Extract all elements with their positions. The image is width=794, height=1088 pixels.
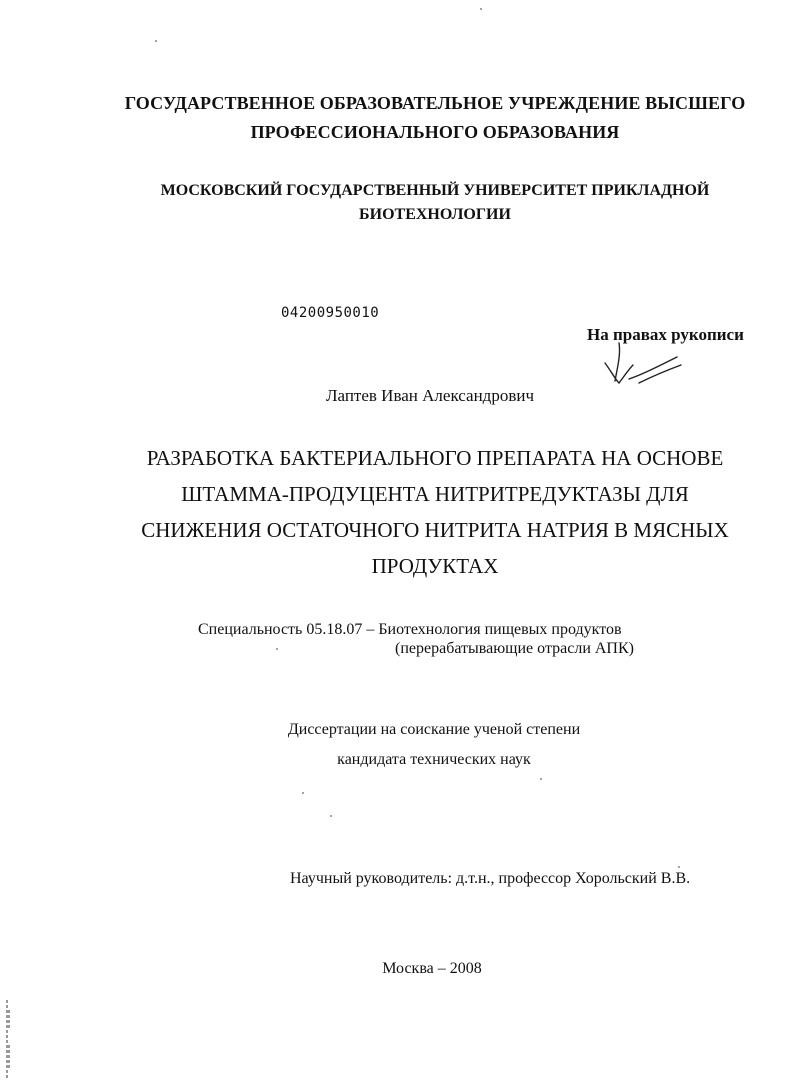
rights-notice: На правах рукописи <box>587 325 744 344</box>
scan-speck <box>480 8 482 10</box>
institution-header-line1: ГОСУДАРСТВЕННОЕ ОБРАЗОВАТЕЛЬНОЕ УЧРЕЖДЕНИЕ ВЫСШЕГО <box>124 93 746 113</box>
university-name-line2: БИОТЕХНОЛОГИИ <box>359 206 511 223</box>
specialty-line1: Специальность 05.18.07 – Биотехнология пищевых продуктов <box>198 621 622 638</box>
scan-speck <box>276 648 278 650</box>
author-name: Лаптев Иван Александрович <box>325 386 535 405</box>
supervisor: Научный руководитель: д.т.н., профессор Хорольский В.В. <box>290 870 691 887</box>
degree-line1: Диссертации на соискание ученой степени <box>287 721 581 738</box>
title-line: СНИЖЕНИЯ ОСТАТОЧНОГО НИТРИТА НАТРИЯ В МЯСНЫХ <box>141 518 729 542</box>
university-name-line1: МОСКОВСКИЙ ГОСУДАРСТВЕННЫЙ УНИВЕРСИТЕТ ПРИКЛАДНОЙ <box>160 182 710 199</box>
title-line: ШТАММА-ПРОДУЦЕНТА НИТРИТРЕДУКТАЗЫ ДЛЯ <box>181 482 689 506</box>
place-year: Москва – 2008 <box>382 960 482 977</box>
scan-speck <box>155 40 157 42</box>
institution-header-line2: ПРОФЕССИОНАЛЬНОГО ОБРАЗОВАНИЯ <box>250 122 620 142</box>
document-code: 04200950010 <box>281 305 380 321</box>
dissertation-title <box>0 440 794 584</box>
title-line: РАЗРАБОТКА БАКТЕРИАЛЬНОГО ПРЕПАРАТА НА ОСНОВЕ <box>146 446 724 470</box>
scan-speck <box>302 792 304 794</box>
scan-speck <box>540 778 542 780</box>
scan-edge-marks <box>6 1000 10 1080</box>
degree-line2: кандидата технических наук <box>337 751 531 768</box>
specialty-line2: (перерабатывающие отрасли АПК) <box>395 640 634 657</box>
scan-speck <box>678 866 680 868</box>
title-line: ПРОДУКТАХ <box>371 554 499 578</box>
scan-speck <box>330 815 332 817</box>
